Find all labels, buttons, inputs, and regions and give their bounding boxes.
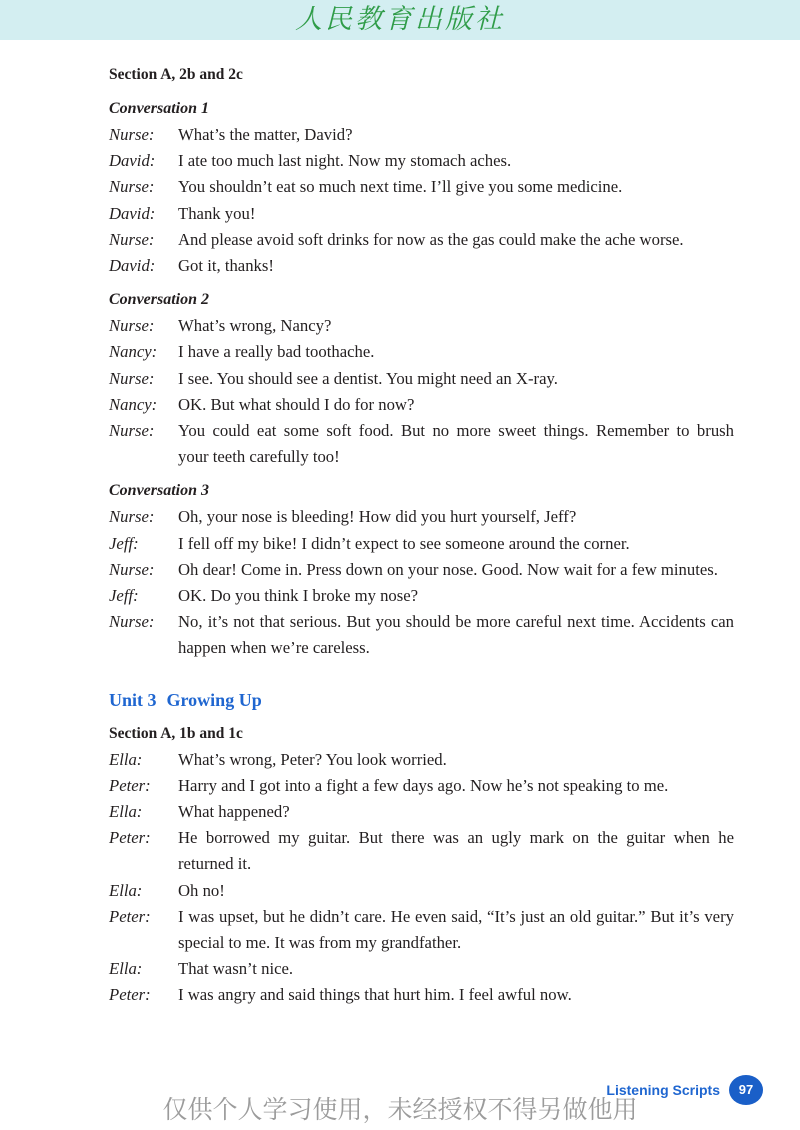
- speaker-label: Ella:: [109, 959, 143, 979]
- utterance: [178, 418, 734, 470]
- listening-scripts-content: [109, 62, 734, 1009]
- utterance: [178, 339, 734, 365]
- utterance: [178, 557, 734, 583]
- utterance-text: Harry and I got into a fight a few days ago. Now he’s not speaking to me.: [178, 775, 669, 795]
- speaker-label: Nurse:: [109, 125, 155, 144]
- dialogue-line: [109, 825, 734, 877]
- dialogue-line: [109, 531, 734, 557]
- header-band: [0, 0, 800, 40]
- watermark: 仅供个人学习使用，未经授权不得另做他用: [162, 1095, 638, 1124]
- dialogue-line: [109, 313, 734, 339]
- utterance: [178, 583, 734, 609]
- utterance: [178, 366, 734, 392]
- speaker-label: Nurse:: [109, 612, 155, 632]
- utterance-text: I was angry and said things that hurt him. I feel awful now.: [178, 985, 572, 1005]
- speaker-label: Nancy:: [109, 394, 158, 414]
- utterance: [178, 313, 734, 339]
- unit-title: [109, 686, 734, 714]
- speaker-label: Nurse:: [109, 421, 155, 441]
- publisher-logo: 人民教育出版社: [295, 4, 505, 35]
- dialogue-line: [109, 418, 734, 470]
- dialogue-line: [109, 878, 734, 904]
- speaker-label: Ella:: [109, 802, 143, 822]
- utterance: [178, 773, 734, 799]
- dialogue-line: [109, 227, 734, 253]
- section-dialogue: [109, 747, 734, 1009]
- unit-name: Growing Up: [166, 689, 262, 710]
- utterance-text: What happened?: [178, 802, 290, 822]
- utterance-text: I was upset, but he didn’t care. He even said, “It’s just an old guitar.” But it’s very: [178, 906, 734, 926]
- dialogue-line: [109, 982, 734, 1008]
- dialogue-line: [109, 366, 734, 392]
- utterance-text: I fell off my bike! I didn’t expect to see someone around the corner.: [178, 533, 630, 553]
- speaker-label: Nurse:: [109, 368, 155, 388]
- utterance-text: Oh, your nose is bleeding! How did you hurt yourself, Jeff?: [178, 507, 577, 527]
- utterance-text: I ate too much last night. Now my stomach aches.: [178, 151, 512, 171]
- utterance-text: That wasn’t nice.: [178, 959, 294, 979]
- utterance: [178, 609, 734, 661]
- conversation-title: Conversation 2: [109, 290, 210, 308]
- utterance-text-continued: special to me. It was from my grandfather.: [178, 933, 462, 953]
- utterance: [178, 747, 734, 773]
- utterance-text: Thank you!: [178, 203, 256, 223]
- dialogue-line: [109, 747, 734, 773]
- speaker-label: Nurse:: [109, 177, 155, 197]
- utterance-text: He borrowed my guitar. But there was an ugly mark on the guitar when he: [178, 828, 734, 848]
- dialogue-line: [109, 253, 734, 279]
- utterance: [178, 253, 734, 279]
- speaker-label: Peter:: [109, 828, 151, 848]
- utterance: [178, 174, 734, 200]
- utterance-text: What’s the matter, David?: [178, 125, 353, 144]
- dialogue-line: [109, 504, 734, 530]
- conversation-3: [109, 478, 734, 662]
- utterance: [178, 531, 734, 557]
- dialogue-line: [109, 392, 734, 418]
- speaker-label: David:: [109, 203, 156, 223]
- utterance-text: OK. But what should I do for now?: [178, 394, 415, 414]
- utterance-text: Got it, thanks!: [178, 256, 274, 276]
- dialogue-line: [109, 956, 734, 982]
- speaker-label: Peter:: [109, 985, 151, 1005]
- utterance: [178, 878, 734, 904]
- speaker-label: Nurse:: [109, 229, 155, 249]
- utterance-text: OK. Do you think I broke my nose?: [178, 586, 419, 606]
- unit-number: Unit 3: [109, 689, 157, 710]
- utterance: [178, 122, 734, 148]
- utterance: [178, 904, 734, 956]
- utterance-text: I see. You should see a dentist. You might need an X-ray.: [178, 368, 558, 388]
- utterance: [178, 799, 734, 825]
- utterance-text-continued: happen when we’re careless.: [178, 638, 370, 658]
- dialogue-line: [109, 583, 734, 609]
- dialogue-line: [109, 339, 734, 365]
- section-heading: Section A, 2b and 2c: [109, 66, 243, 83]
- dialogue-line: [109, 174, 734, 200]
- speaker-label: David:: [109, 256, 156, 276]
- speaker-label: Ella:: [109, 749, 143, 769]
- speaker-label: Peter:: [109, 775, 151, 795]
- section-heading: Section A, 1b and 1c: [109, 724, 243, 742]
- conversation-title: Conversation 3: [109, 481, 210, 499]
- utterance: [178, 227, 734, 253]
- page-number-badge: 97: [729, 1075, 763, 1105]
- dialogue-line: [109, 799, 734, 825]
- dialogue-line: [109, 904, 734, 956]
- dialogue-line: [109, 122, 734, 148]
- utterance: [178, 148, 734, 174]
- utterance-text: Oh no!: [178, 880, 225, 900]
- utterance-text: Oh dear! Come in. Press down on your nose. Good. Now wait for a few minutes.: [178, 559, 718, 579]
- utterance-text: And please avoid soft drinks for now as the gas could make the ache worse.: [178, 229, 684, 249]
- dialogue-line: [109, 557, 734, 583]
- speaker-label: Nurse:: [109, 559, 155, 579]
- conversation-title: Conversation 1: [109, 99, 210, 117]
- utterance-text: What’s wrong, Nancy?: [178, 316, 332, 336]
- footer-section-label: Listening Scripts: [606, 1082, 720, 1098]
- speaker-label: Nurse:: [109, 507, 155, 527]
- utterance-text-continued: returned it.: [178, 854, 252, 874]
- speaker-label: Peter:: [109, 906, 151, 926]
- utterance: [178, 392, 734, 418]
- utterance-text: You shouldn’t eat so much next time. I’ll give you some medicine.: [178, 177, 623, 197]
- utterance-text: No, it’s not that serious. But you should be more careful next time. Accidents can: [178, 612, 734, 632]
- utterance: [178, 825, 734, 877]
- speaker-label: Jeff:: [109, 533, 139, 553]
- utterance: [178, 982, 734, 1008]
- speaker-label: Nancy:: [109, 342, 158, 362]
- dialogue-line: [109, 201, 734, 227]
- utterance: [178, 201, 734, 227]
- conversation-1: [109, 96, 734, 280]
- utterance-text: You could eat some soft food. But no more sweet things. Remember to brush: [178, 421, 734, 441]
- utterance-text: What’s wrong, Peter? You look worried.: [178, 749, 447, 769]
- speaker-label: David:: [109, 151, 156, 171]
- utterance-text-continued: your teeth carefully too!: [178, 447, 340, 467]
- speaker-label: Jeff:: [109, 586, 139, 606]
- utterance: [178, 504, 734, 530]
- conversation-2: [109, 287, 734, 471]
- dialogue-line: [109, 609, 734, 661]
- speaker-label: Ella:: [109, 880, 143, 900]
- dialogue-line: [109, 773, 734, 799]
- utterance-text: I have a really bad toothache.: [178, 342, 375, 362]
- utterance: [178, 956, 734, 982]
- dialogue-line: [109, 148, 734, 174]
- speaker-label: Nurse:: [109, 316, 155, 336]
